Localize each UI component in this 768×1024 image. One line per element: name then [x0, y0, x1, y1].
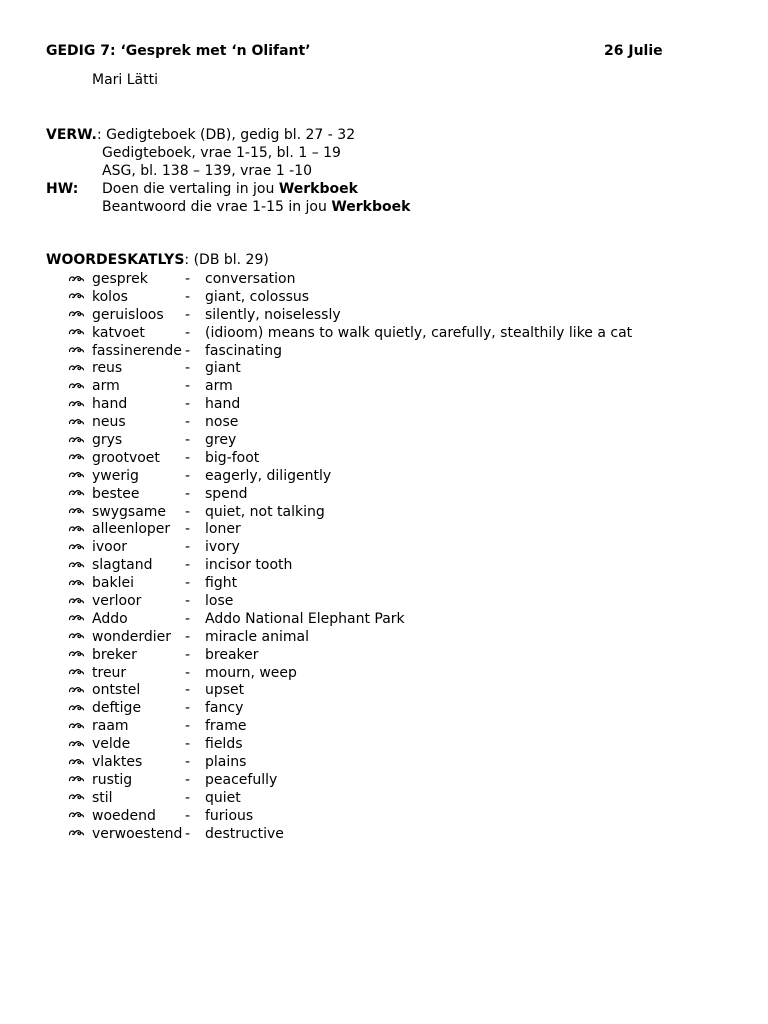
swirl-bullet-icon	[68, 431, 88, 449]
vocabulary-heading	[46, 251, 269, 269]
vocabulary-word: velde	[92, 736, 131, 753]
vocabulary-separator: -	[185, 414, 191, 431]
vocabulary-separator: -	[185, 628, 191, 645]
vocabulary-word: neus	[92, 414, 126, 431]
vocabulary-word: vlaktes	[92, 754, 143, 771]
vocabulary-separator: -	[185, 771, 191, 788]
vocabulary-item	[68, 377, 728, 395]
vocabulary-separator: -	[185, 575, 191, 592]
vocabulary-list	[68, 270, 728, 843]
vocabulary-meaning: fascinating	[205, 342, 282, 359]
poem-title: GEDIG 7: ‘Gesprek met ‘n Olifant’	[46, 43, 311, 59]
vocabulary-word: treur	[92, 664, 127, 681]
vocabulary-word: bestee	[92, 485, 140, 502]
swirl-bullet-icon	[68, 789, 88, 807]
vocabulary-separator: -	[185, 503, 191, 520]
vocabulary-meaning: fight	[205, 575, 238, 592]
verw-line-1	[46, 126, 726, 144]
swirl-bullet-icon	[68, 395, 88, 413]
vocabulary-item	[68, 771, 728, 789]
vocabulary-item	[68, 735, 728, 753]
vocabulary-meaning: hand	[205, 396, 241, 413]
vocabulary-meaning: miracle animal	[205, 628, 309, 645]
swirl-bullet-icon	[68, 664, 88, 682]
vocabulary-meaning: mourn, weep	[205, 664, 297, 681]
swirl-bullet-icon	[68, 377, 88, 395]
vocabulary-meaning: eagerly, diligently	[205, 467, 332, 484]
vocabulary-item	[68, 270, 728, 288]
hw-line-2	[46, 198, 726, 216]
hw-text-bold: Werkboek	[278, 181, 358, 197]
vocabulary-word: slagtand	[92, 557, 153, 574]
verw-label: VERW.	[46, 127, 97, 143]
swirl-bullet-icon	[68, 699, 88, 717]
vocabulary-item	[68, 717, 728, 735]
vocabulary-meaning: (idioom) means to walk quietly, carefully, stealthily like a cat	[205, 324, 633, 341]
swirl-bullet-icon	[68, 753, 88, 771]
vocabulary-meaning: incisor tooth	[205, 557, 293, 574]
swirl-bullet-icon	[68, 717, 88, 735]
vocabulary-meaning: breaker	[205, 646, 259, 663]
hw-text-plain: Doen die vertaling in jou	[102, 181, 279, 197]
swirl-bullet-icon	[68, 646, 88, 664]
swirl-bullet-icon	[68, 520, 88, 538]
swirl-bullet-icon	[68, 270, 88, 288]
vocabulary-item	[68, 610, 728, 628]
vocabulary-item	[68, 699, 728, 717]
vocabulary-word: rustig	[92, 771, 133, 788]
vocabulary-word: deftige	[92, 700, 142, 717]
vocabulary-item	[68, 413, 728, 431]
vocabulary-word: Addo	[92, 610, 128, 627]
vocabulary-meaning: arm	[205, 378, 233, 395]
swirl-bullet-icon	[68, 628, 88, 646]
vocabulary-item	[68, 574, 728, 592]
vocabulary-meaning: Addo National Elephant Park	[205, 610, 405, 627]
verw-text: Gedigteboek, vrae 1-15, bl. 1 – 19	[102, 145, 341, 161]
vocabulary-meaning: giant, colossus	[205, 288, 310, 305]
vocabulary-word: wonderdier	[92, 628, 172, 645]
vocabulary-separator: -	[185, 396, 191, 413]
vocabulary-meaning: conversation	[205, 271, 296, 287]
verw-line-3	[46, 162, 726, 180]
swirl-bullet-icon	[68, 324, 88, 342]
swirl-bullet-icon	[68, 681, 88, 699]
vocabulary-word: geruisloos	[92, 306, 164, 323]
hw-text-bold: Werkboek	[331, 199, 411, 215]
vocabulary-word: verwoestend	[92, 825, 183, 842]
vocabulary-separator: -	[185, 646, 191, 663]
vocabulary-meaning: furious	[205, 807, 254, 824]
vocabulary-separator: -	[185, 610, 191, 627]
verw-line-2	[46, 144, 726, 162]
swirl-bullet-icon	[68, 342, 88, 360]
vocabulary-separator: -	[185, 360, 191, 377]
vocabulary-separator: -	[185, 432, 191, 449]
vocabulary-word: stil	[92, 789, 113, 806]
vocabulary-heading-label: WOORDESKATLYS	[46, 252, 185, 268]
vocabulary-item	[68, 485, 728, 503]
vocabulary-separator: -	[185, 664, 191, 681]
vocabulary-separator: -	[185, 736, 191, 753]
swirl-bullet-icon	[68, 771, 88, 789]
vocabulary-word: baklei	[92, 575, 134, 592]
vocabulary-item	[68, 825, 728, 843]
vocabulary-item	[68, 592, 728, 610]
vocabulary-word: alleenloper	[92, 521, 171, 538]
vocabulary-separator: -	[185, 825, 191, 842]
verw-text: ASG, bl. 138 – 139, vrae 1 -10	[102, 163, 313, 179]
vocabulary-word: ywerig	[92, 467, 139, 484]
vocabulary-separator: -	[185, 557, 191, 574]
vocabulary-separator: -	[185, 700, 191, 717]
swirl-bullet-icon	[68, 449, 88, 467]
vocabulary-item	[68, 538, 728, 556]
vocabulary-meaning: frame	[205, 718, 247, 735]
vocabulary-meaning: giant	[205, 360, 241, 377]
vocabulary-item	[68, 342, 728, 360]
swirl-bullet-icon	[68, 592, 88, 610]
vocabulary-item	[68, 395, 728, 413]
hw-text	[102, 198, 410, 216]
vocabulary-item	[68, 556, 728, 574]
references-section	[46, 126, 726, 216]
vocabulary-meaning: ivory	[205, 539, 240, 556]
swirl-bullet-icon	[68, 359, 88, 377]
vocabulary-separator: -	[185, 682, 191, 699]
vocabulary-word: swygsame	[92, 503, 167, 520]
poem-author: Mari Lätti	[92, 72, 159, 88]
swirl-bullet-icon	[68, 538, 88, 556]
hw-line-1	[46, 180, 726, 198]
hw-text-plain: Beantwoord die vrae 1-15 in jou	[102, 199, 332, 215]
swirl-bullet-icon	[68, 306, 88, 324]
vocabulary-separator: -	[185, 485, 191, 502]
vocabulary-item	[68, 467, 728, 485]
vocabulary-separator: -	[185, 467, 191, 484]
vocabulary-word: gesprek	[92, 271, 148, 287]
vocabulary-separator: -	[185, 449, 191, 466]
swirl-bullet-icon	[68, 485, 88, 503]
vocabulary-meaning: peacefully	[205, 771, 278, 788]
vocabulary-item	[68, 664, 728, 682]
vocabulary-meaning: grey	[205, 432, 237, 449]
vocabulary-meaning: silently, noiselessly	[205, 306, 341, 323]
vocabulary-separator: -	[185, 593, 191, 610]
vocabulary-word: katvoet	[92, 324, 145, 341]
lesson-date: 26 Julie	[604, 43, 663, 59]
verw-text: : Gedigteboek (DB), gedig bl. 27 - 32	[97, 127, 356, 143]
vocabulary-item	[68, 520, 728, 538]
vocabulary-separator: -	[185, 342, 191, 359]
vocabulary-separator: -	[185, 521, 191, 538]
vocabulary-word: verloor	[92, 593, 142, 610]
vocabulary-separator: -	[185, 324, 191, 341]
vocabulary-word: kolos	[92, 288, 128, 305]
vocabulary-meaning: upset	[205, 682, 245, 699]
swirl-bullet-icon	[68, 467, 88, 485]
vocabulary-separator: -	[185, 288, 191, 305]
swirl-bullet-icon	[68, 288, 88, 306]
vocabulary-meaning: quiet, not talking	[205, 503, 325, 520]
vocabulary-word: hand	[92, 396, 128, 413]
vocabulary-item	[68, 449, 728, 467]
vocabulary-item	[68, 306, 728, 324]
vocabulary-item	[68, 807, 728, 825]
vocabulary-item	[68, 681, 728, 699]
vocabulary-meaning: quiet	[205, 789, 241, 806]
vocabulary-item	[68, 431, 728, 449]
vocabulary-word: woedend	[92, 807, 156, 824]
vocabulary-item	[68, 288, 728, 306]
vocabulary-meaning: fancy	[205, 700, 244, 717]
vocabulary-separator: -	[185, 754, 191, 771]
vocabulary-item	[68, 753, 728, 771]
vocabulary-separator: -	[185, 718, 191, 735]
vocabulary-word: ontstel	[92, 682, 141, 699]
swirl-bullet-icon	[68, 807, 88, 825]
vocabulary-meaning: nose	[205, 414, 239, 431]
vocabulary-word: breker	[92, 646, 137, 663]
vocabulary-meaning: lose	[205, 593, 234, 610]
swirl-bullet-icon	[68, 825, 88, 843]
vocabulary-word: grys	[92, 432, 123, 449]
vocabulary-separator: -	[185, 306, 191, 323]
hw-text	[102, 180, 358, 198]
vocabulary-word: fassinerende	[92, 342, 182, 359]
vocabulary-item	[68, 789, 728, 807]
vocabulary-meaning: spend	[205, 485, 248, 502]
swirl-bullet-icon	[68, 503, 88, 521]
vocabulary-separator: -	[185, 789, 191, 806]
swirl-bullet-icon	[68, 413, 88, 431]
vocabulary-word: ivoor	[92, 539, 128, 556]
vocabulary-item	[68, 359, 728, 377]
vocabulary-word: reus	[92, 360, 123, 377]
vocabulary-word: grootvoet	[92, 449, 160, 466]
vocabulary-meaning: plains	[205, 754, 247, 771]
vocabulary-meaning: loner	[205, 521, 241, 538]
vocabulary-item	[68, 646, 728, 664]
vocabulary-separator: -	[185, 378, 191, 395]
vocabulary-item	[68, 503, 728, 521]
vocabulary-item	[68, 324, 728, 342]
swirl-bullet-icon	[68, 735, 88, 753]
vocabulary-heading-suffix: : (DB bl. 29)	[184, 252, 269, 268]
vocabulary-separator: -	[185, 271, 191, 287]
vocabulary-word: raam	[92, 718, 129, 735]
hw-label: HW:	[46, 181, 79, 197]
vocabulary-meaning: destructive	[205, 825, 284, 842]
vocabulary-separator: -	[185, 539, 191, 556]
swirl-bullet-icon	[68, 556, 88, 574]
vocabulary-separator: -	[185, 807, 191, 824]
vocabulary-meaning: fields	[205, 736, 243, 753]
vocabulary-item	[68, 628, 728, 646]
swirl-bullet-icon	[68, 574, 88, 592]
vocabulary-meaning: big-foot	[205, 449, 260, 466]
vocabulary-word: arm	[92, 378, 120, 395]
swirl-bullet-icon	[68, 610, 88, 628]
